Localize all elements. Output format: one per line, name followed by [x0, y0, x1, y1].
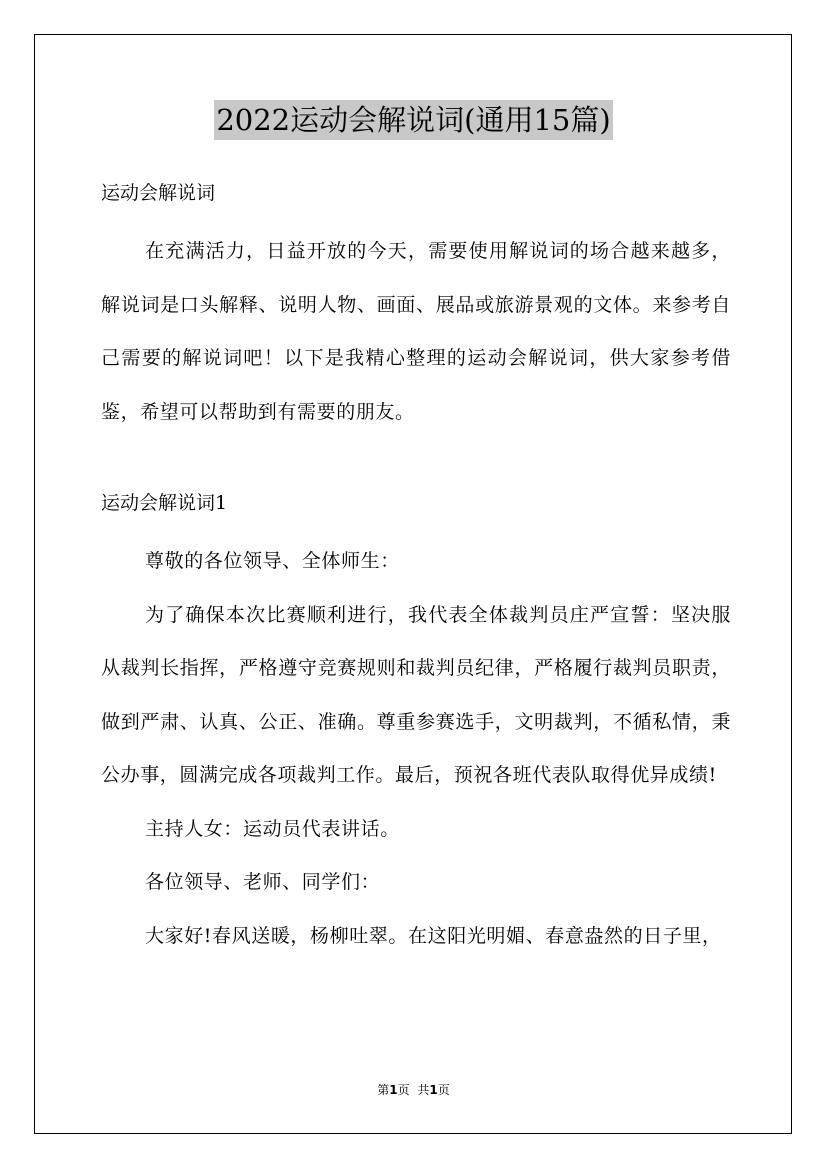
total-label-prefix: 共 — [417, 1083, 430, 1097]
paragraph: 尊敬的各位领导、全体师生： — [145, 550, 400, 572]
paragraph: 在充满活力，日益开放的今天，需要使用解说词的场合越来越多，解说词是口头解释、说明人物、画面、展品或旅游景观的文体。来参考自己需要的解说词吧！以下是我精心整理的运动会解说词，供大家参考借鉴，希望可以帮助到有需要的朋友。 — [101, 240, 731, 423]
total-label-suffix: 页 — [437, 1083, 450, 1097]
document-body — [101, 173, 731, 963]
paragraph: 大家好!春风送暖，杨柳吐翠。在这阳光明媚、春意盎然的日子里， — [145, 924, 722, 947]
paragraph: 各位领导、老师、同学们： — [145, 871, 381, 893]
paragraph: 主持人女：运动员代表讲话。 — [145, 817, 400, 840]
page-number: 1 — [389, 1083, 398, 1097]
page-label-suffix: 页 — [397, 1083, 410, 1097]
paragraph: 为了确保本次比赛顺利进行，我代表全体裁判员庄严宣誓：坚决服从裁判长指挥，严格遵守竞赛规则和裁判员纪律，严格履行裁判员职责，做到严肃、认真、公正、准确。尊重参赛选手，文明裁判，不循私情，秉公办事，圆满完成各项裁判工作。最后，预祝各班代表队取得优异成绩! — [101, 603, 731, 786]
section-heading: 运动会解说词 — [101, 182, 216, 204]
title-container — [0, 100, 827, 140]
total-pages: 1 — [429, 1083, 438, 1097]
page-footer — [0, 1082, 827, 1098]
document-title: 2022运动会解说词(通用15篇) — [214, 100, 612, 140]
section-heading: 运动会解说词1 — [101, 492, 228, 514]
page-label-prefix: 第 — [377, 1083, 390, 1097]
